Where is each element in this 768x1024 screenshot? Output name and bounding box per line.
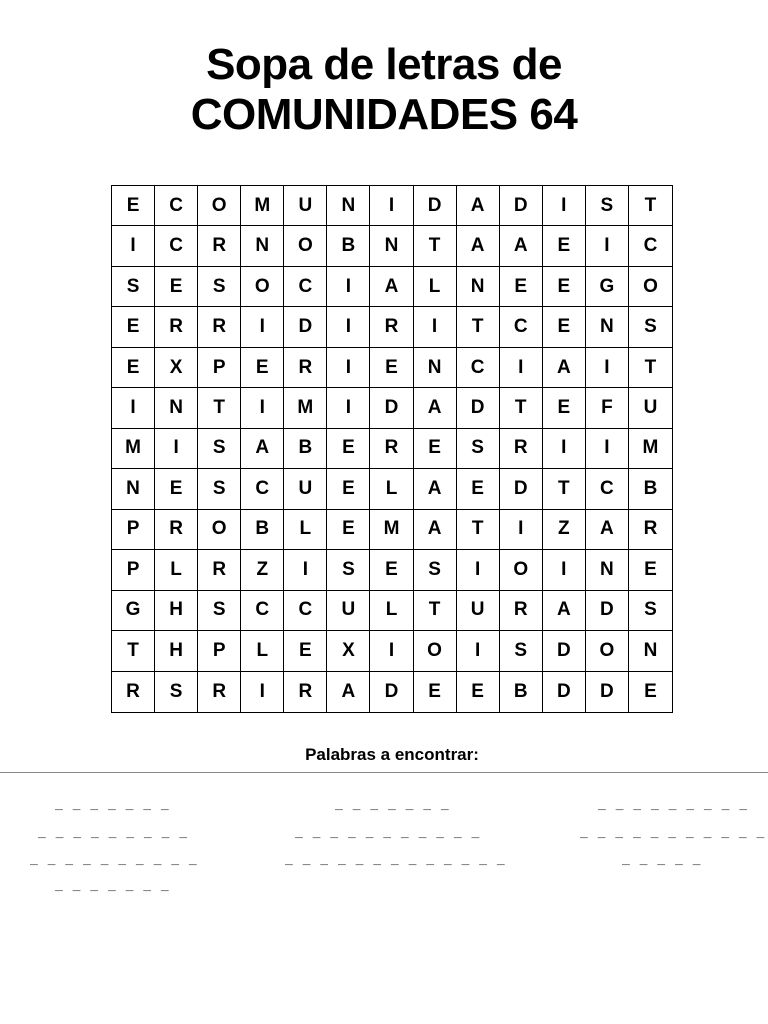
grid-cell: S xyxy=(155,672,198,712)
grid-cell: O xyxy=(414,631,457,671)
grid-cell: H xyxy=(155,631,198,671)
grid-cell: R xyxy=(500,591,543,631)
grid-cell: D xyxy=(500,469,543,509)
grid-cell: B xyxy=(241,510,284,550)
grid-cell: D xyxy=(543,631,586,671)
grid-cell: T xyxy=(198,388,241,428)
grid-cell: R xyxy=(370,429,413,469)
grid-cell: C xyxy=(241,591,284,631)
grid-cell: S xyxy=(198,591,241,631)
word-blank-5: _ _ _ _ _ _ _ _ _ _ _ xyxy=(295,824,481,839)
word-search-grid xyxy=(111,185,673,713)
divider xyxy=(0,772,768,773)
grid-cell: R xyxy=(112,672,155,712)
grid-cell: E xyxy=(112,186,155,226)
word-blank-3: _ _ _ _ _ _ _ _ _ xyxy=(598,796,749,811)
grid-cell: E xyxy=(241,348,284,388)
word-blank-6: _ _ _ _ _ _ _ _ _ _ _ xyxy=(580,824,766,839)
grid-cell: I xyxy=(241,307,284,347)
grid-cell: S xyxy=(198,429,241,469)
grid-cell: E xyxy=(457,469,500,509)
grid-cell: R xyxy=(155,307,198,347)
grid-cell: P xyxy=(112,510,155,550)
grid-cell: E xyxy=(457,672,500,712)
grid-cell: I xyxy=(543,186,586,226)
grid-cell: U xyxy=(284,469,327,509)
grid-cell: O xyxy=(500,550,543,590)
grid-cell: R xyxy=(370,307,413,347)
grid-cell: N xyxy=(241,226,284,266)
grid-cell: E xyxy=(414,672,457,712)
grid-cell: I xyxy=(457,550,500,590)
grid-cell: A xyxy=(543,591,586,631)
grid-cell: S xyxy=(198,469,241,509)
grid-cell: T xyxy=(414,591,457,631)
grid-cell: R xyxy=(500,429,543,469)
grid-cell: N xyxy=(457,267,500,307)
grid-cell: N xyxy=(155,388,198,428)
grid-cell: D xyxy=(370,388,413,428)
grid-cell: S xyxy=(457,429,500,469)
grid-cell: E xyxy=(327,429,370,469)
grid-cell: I xyxy=(112,388,155,428)
grid-cell: E xyxy=(155,469,198,509)
grid-cell: I xyxy=(112,226,155,266)
grid-cell: U xyxy=(629,388,672,428)
grid-cell: D xyxy=(370,672,413,712)
grid-cell: D xyxy=(586,591,629,631)
grid-cell: I xyxy=(327,388,370,428)
word-blank-2: _ _ _ _ _ _ _ xyxy=(335,796,450,811)
grid-cell: D xyxy=(500,186,543,226)
grid-cell: O xyxy=(586,631,629,671)
grid-cell: I xyxy=(586,226,629,266)
grid-cell: D xyxy=(543,672,586,712)
title-line-1: Sopa de letras de xyxy=(206,40,562,89)
grid-cell: D xyxy=(414,186,457,226)
grid-cell: O xyxy=(198,510,241,550)
grid-cell: O xyxy=(241,267,284,307)
grid-cell: I xyxy=(586,348,629,388)
grid-cell: L xyxy=(284,510,327,550)
grid-cell: A xyxy=(457,186,500,226)
grid-cell: R xyxy=(198,226,241,266)
grid-cell: N xyxy=(327,186,370,226)
grid-cell: M xyxy=(629,429,672,469)
grid-cell: I xyxy=(543,429,586,469)
grid-cell: L xyxy=(241,631,284,671)
grid-cell: N xyxy=(586,550,629,590)
grid-cell: H xyxy=(155,591,198,631)
grid-cell: R xyxy=(198,550,241,590)
grid-cell: I xyxy=(155,429,198,469)
grid-cell: E xyxy=(327,469,370,509)
grid-cell: A xyxy=(414,469,457,509)
grid-cell: E xyxy=(543,226,586,266)
grid-cell: S xyxy=(629,307,672,347)
grid-cell: I xyxy=(327,307,370,347)
grid-cell: S xyxy=(112,267,155,307)
grid-cell: X xyxy=(327,631,370,671)
grid-cell: S xyxy=(629,591,672,631)
grid-cell: D xyxy=(457,388,500,428)
grid-cell: S xyxy=(500,631,543,671)
grid-cell: L xyxy=(370,591,413,631)
grid-cell: E xyxy=(327,510,370,550)
grid-cell: A xyxy=(241,429,284,469)
grid-cell: T xyxy=(629,348,672,388)
grid-cell: B xyxy=(500,672,543,712)
grid-cell: A xyxy=(500,226,543,266)
grid-cell: B xyxy=(629,469,672,509)
grid-cell: G xyxy=(112,591,155,631)
grid-cell: R xyxy=(198,307,241,347)
grid-cell: M xyxy=(112,429,155,469)
grid-cell: S xyxy=(327,550,370,590)
word-blank-8: _ _ _ _ _ _ _ _ _ _ _ _ _ xyxy=(285,851,506,866)
grid-cell: O xyxy=(284,226,327,266)
grid-cell: A xyxy=(414,388,457,428)
grid-cell: D xyxy=(586,672,629,712)
grid-cell: R xyxy=(284,672,327,712)
grid-cell: E xyxy=(370,348,413,388)
grid-cell: C xyxy=(155,186,198,226)
grid-cell: I xyxy=(241,388,284,428)
grid-cell: O xyxy=(198,186,241,226)
grid-cell: U xyxy=(327,591,370,631)
grid-cell: R xyxy=(155,510,198,550)
grid-cell: I xyxy=(284,550,327,590)
grid-cell: T xyxy=(457,307,500,347)
grid-cell: F xyxy=(586,388,629,428)
grid-cell: E xyxy=(155,267,198,307)
grid-cell: I xyxy=(327,267,370,307)
grid-cell: E xyxy=(370,550,413,590)
grid-cell: I xyxy=(457,631,500,671)
grid-cell: T xyxy=(629,186,672,226)
word-blank-4: _ _ _ _ _ _ _ _ _ xyxy=(38,824,189,839)
grid-cell: L xyxy=(370,469,413,509)
grid-cell: I xyxy=(370,186,413,226)
grid-cell: I xyxy=(500,510,543,550)
grid-cell: N xyxy=(629,631,672,671)
grid-cell: P xyxy=(112,550,155,590)
grid-cell: S xyxy=(414,550,457,590)
grid-cell: E xyxy=(543,267,586,307)
grid-cell: O xyxy=(629,267,672,307)
grid-cell: I xyxy=(500,348,543,388)
grid-cell: E xyxy=(543,307,586,347)
grid-cell: C xyxy=(284,591,327,631)
grid-cell: S xyxy=(586,186,629,226)
grid-cell: B xyxy=(284,429,327,469)
grid-cell: T xyxy=(414,226,457,266)
grid-cell: T xyxy=(112,631,155,671)
grid-cell: T xyxy=(543,469,586,509)
words-heading: Palabras a encontrar: xyxy=(305,745,479,764)
grid-cell: A xyxy=(457,226,500,266)
grid-cell: E xyxy=(644,680,657,702)
grid-cell: B xyxy=(327,226,370,266)
grid-cell: E xyxy=(629,550,672,590)
grid-cell: M xyxy=(370,510,413,550)
grid-cell: A xyxy=(327,672,370,712)
grid-cell: A xyxy=(370,267,413,307)
grid-cell: E xyxy=(500,267,543,307)
grid-cell: C xyxy=(629,226,672,266)
grid-cell: P xyxy=(198,348,241,388)
grid-cell: N xyxy=(586,307,629,347)
grid-cell: E xyxy=(112,348,155,388)
word-blank-9: _ _ _ _ _ xyxy=(622,851,702,866)
grid-cell: M xyxy=(241,186,284,226)
title-line-2: COMUNIDADES 64 xyxy=(190,90,578,139)
grid-cell: G xyxy=(586,267,629,307)
grid-cell: I xyxy=(543,550,586,590)
grid-cell: X xyxy=(155,348,198,388)
grid-cell: M xyxy=(284,388,327,428)
grid-cell: U xyxy=(457,591,500,631)
grid-cell: U xyxy=(284,186,327,226)
grid-cell: C xyxy=(457,348,500,388)
grid-cell: I xyxy=(370,631,413,671)
grid-cell: C xyxy=(586,469,629,509)
grid-cell: S xyxy=(198,267,241,307)
grid-cell: C xyxy=(284,267,327,307)
grid-cell: R xyxy=(629,510,672,550)
grid-cell: L xyxy=(414,267,457,307)
grid-cell: A xyxy=(543,348,586,388)
grid-cell: N xyxy=(414,348,457,388)
grid-cell: I xyxy=(241,672,284,712)
grid-cell: N xyxy=(370,226,413,266)
grid-cell: R xyxy=(198,672,241,712)
grid-cell: E xyxy=(414,429,457,469)
grid-cell: P xyxy=(198,631,241,671)
word-blank-10: _ _ _ _ _ _ _ xyxy=(55,877,170,892)
grid-cell: R xyxy=(284,348,327,388)
grid-cell: N xyxy=(112,469,155,509)
word-blank-7: _ _ _ _ _ _ _ _ _ _ xyxy=(30,851,198,866)
grid-cell: E xyxy=(284,631,327,671)
grid-cell: T xyxy=(500,388,543,428)
grid-cell: Z xyxy=(241,550,284,590)
grid-cell: D xyxy=(284,307,327,347)
grid-cell: C xyxy=(155,226,198,266)
grid-cell: I xyxy=(414,307,457,347)
grid-cell: I xyxy=(586,429,629,469)
grid-cell: C xyxy=(241,469,284,509)
grid-cell: E xyxy=(543,388,586,428)
grid-cell: T xyxy=(457,510,500,550)
grid-cell: A xyxy=(586,510,629,550)
grid-cell: E xyxy=(112,307,155,347)
word-blank-1: _ _ _ _ _ _ _ xyxy=(55,796,170,811)
grid-cell: Z xyxy=(543,510,586,550)
grid-cell: L xyxy=(155,550,198,590)
grid-cell: C xyxy=(500,307,543,347)
grid-cell: A xyxy=(414,510,457,550)
page-title xyxy=(0,40,768,140)
grid-cell: I xyxy=(327,348,370,388)
